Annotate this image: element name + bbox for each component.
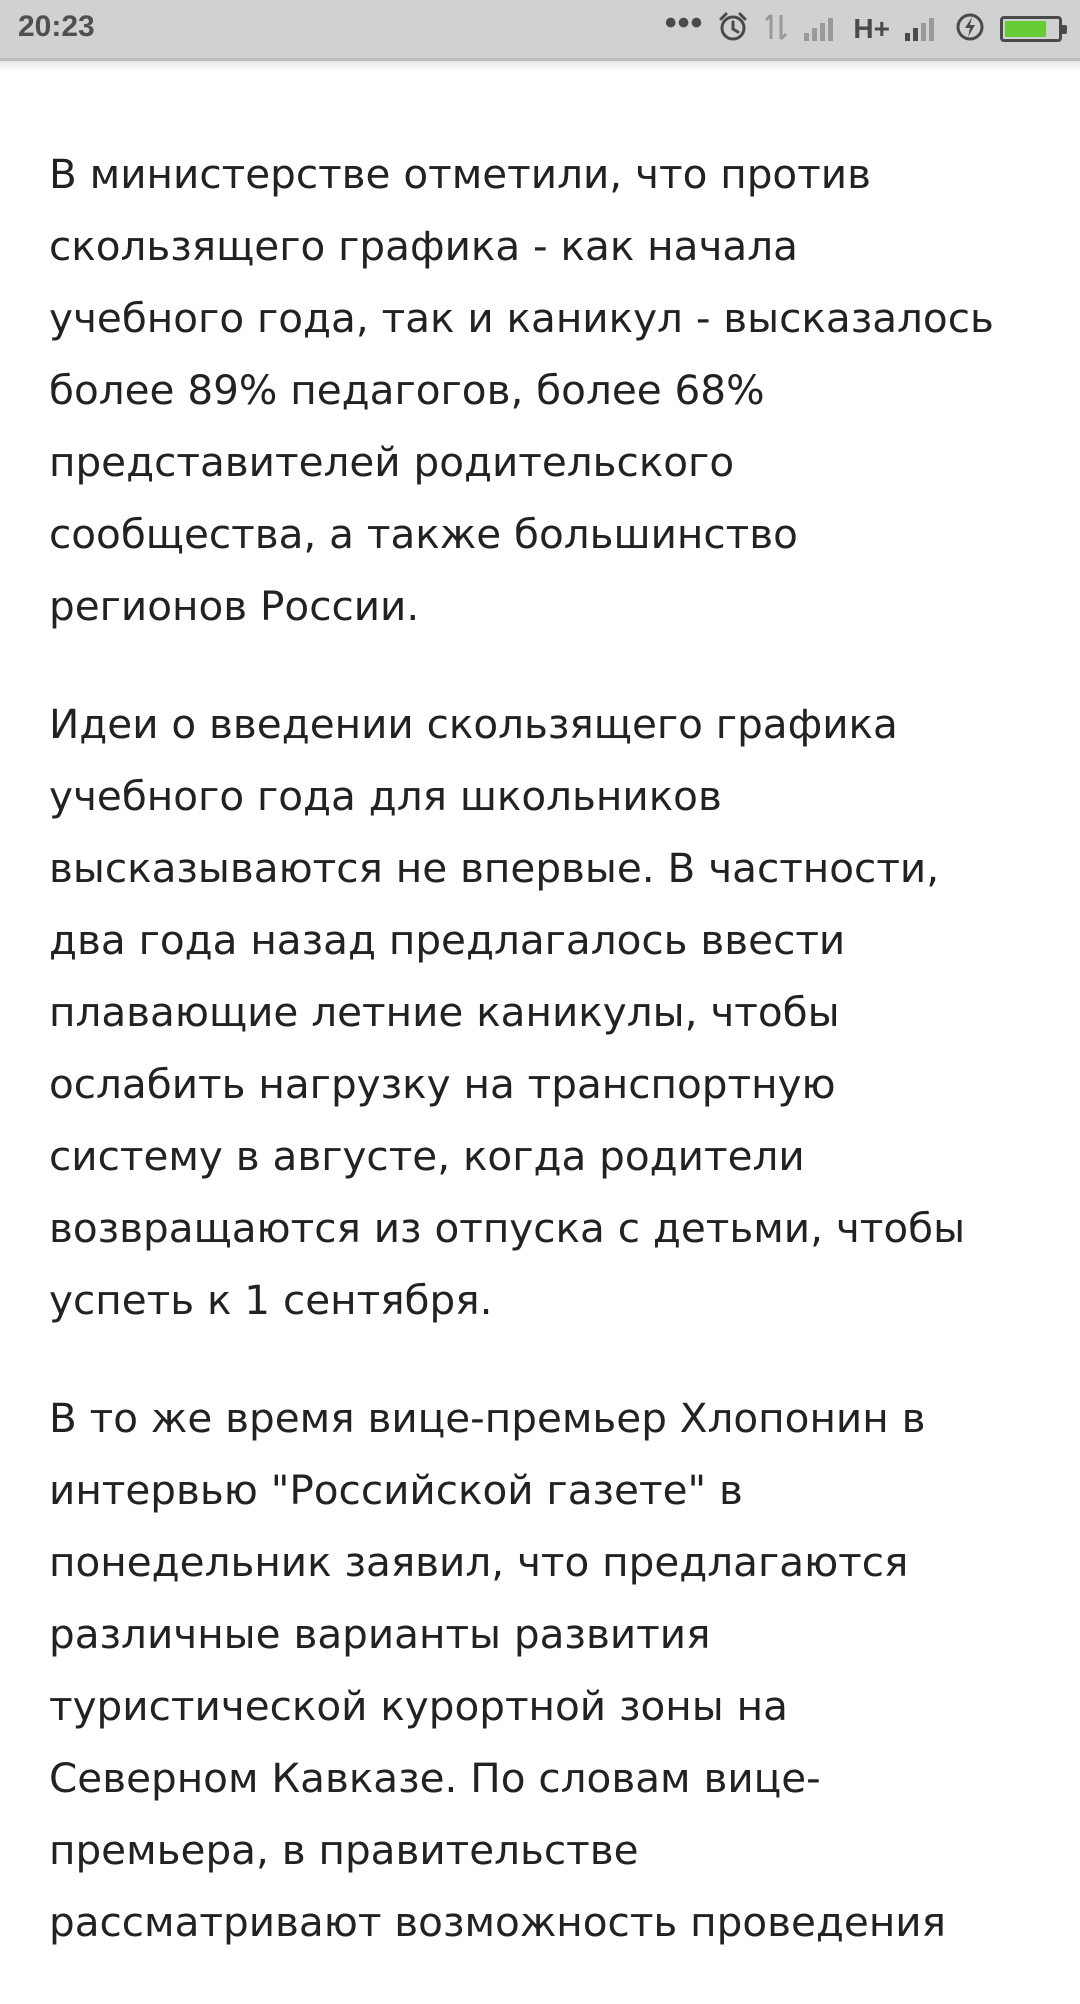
paragraph-line: учебного года, так и каникул - высказалось (49, 294, 994, 342)
paragraph-line: скользящего графика - как начала (49, 222, 798, 270)
signal-icon (904, 13, 940, 46)
alarm-icon (717, 11, 749, 48)
paragraph-line: возвращаются из отпуска с детьми, чтобы (49, 1204, 966, 1252)
paragraph-line: более 89% педагогов, более 68% (49, 366, 765, 414)
battery-fill (1005, 21, 1046, 37)
signal-icon (803, 13, 839, 46)
paragraph-line: Северном Кавказе. По словам вице- (49, 1754, 821, 1802)
paragraph-line: ослабить нагрузку на транспортную (49, 1060, 836, 1108)
paragraph-line: учебного года для школьников (49, 772, 722, 820)
paragraph-line: представителей родительского (49, 438, 735, 486)
paragraph-line: понедельник заявил, что предлагаются (49, 1538, 909, 1586)
paragraph-line: В министерстве отметили, что против (49, 150, 871, 198)
paragraph-line: интервью "Российской газете" в (49, 1466, 743, 1514)
status-time: 20:23 (18, 10, 95, 43)
data-transfer-icon (763, 11, 789, 48)
paragraph-line: различные варианты развития (49, 1610, 711, 1658)
paragraph-line: туристической курортной зоны на (49, 1682, 788, 1730)
charging-icon (954, 11, 986, 48)
article-body (49, 138, 1049, 2004)
paragraph-line: плавающие летние каникулы, чтобы (49, 988, 840, 1036)
paragraph-line: В то же время вице-премьер Хлопонин в (49, 1394, 926, 1442)
paragraph-line: сообщества, а также большинство (49, 510, 798, 558)
article-paragraph (49, 138, 1049, 642)
paragraph-line: систему в августе, когда родители (49, 1132, 805, 1180)
header-shadow (0, 61, 1080, 71)
more-dots-icon: ••• (664, 3, 704, 42)
network-type-label: H+ (853, 13, 890, 44)
paragraph-line: премьера, в правительстве (49, 1826, 639, 1874)
status-bar (0, 0, 1080, 61)
status-icons (665, 0, 1062, 58)
battery-icon (1000, 16, 1062, 42)
paragraph-line: рассматривают возможность проведения (49, 1898, 946, 1946)
paragraph-line: Идеи о введении скользящего графика (49, 700, 898, 748)
paragraph-line: успеть к 1 сентября. (49, 1276, 493, 1324)
paragraph-line: регионов России. (49, 582, 420, 630)
paragraph-line: два года назад предлагалось ввести (49, 916, 846, 964)
paragraph-line: высказываются не впервые. В частности, (49, 844, 940, 892)
article-paragraph (49, 1382, 1049, 1958)
article-paragraph (49, 688, 1049, 1336)
